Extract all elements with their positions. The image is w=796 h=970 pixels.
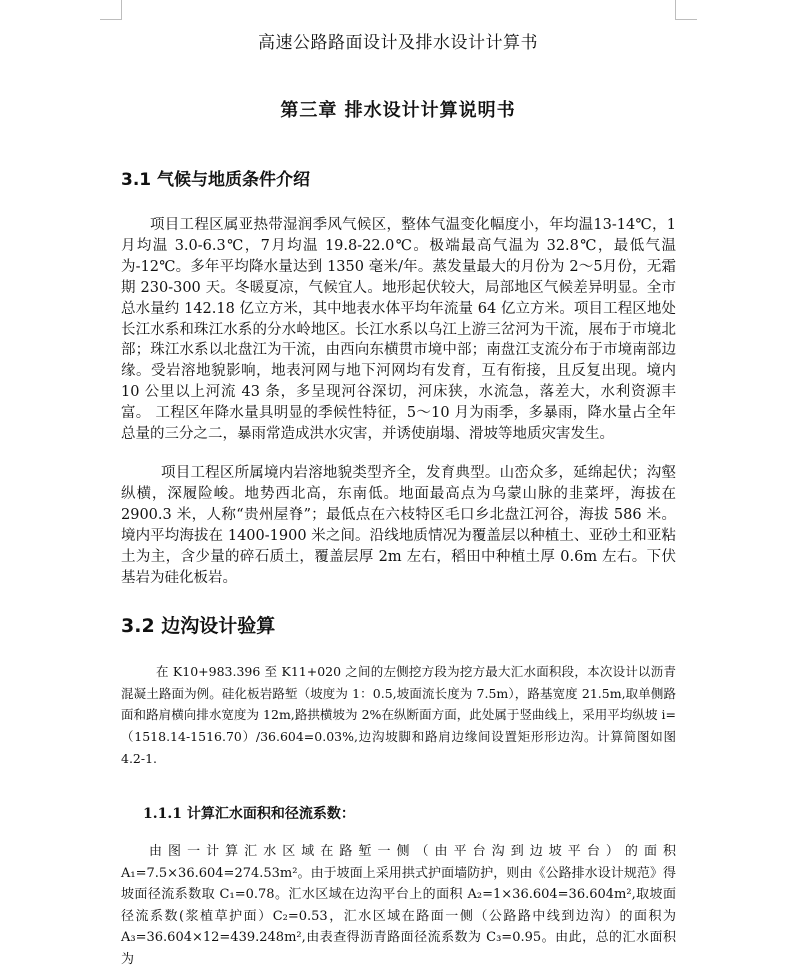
section-3-1-paragraph-1: 项目工程区属亚热带湿润季风气候区，整体气温变化幅度小，年均温13-14℃，1月均温 3.0-6.3℃，7月均温 19.8-22.0℃。极端最高气温为 32.8℃，最低气温为-12℃。多年平均降水量达到 1350 毫米/年。蒸发量最大的月份为 2～5月份，无霜期 230-300 天。冬暖夏凉，气候宜人。地形起伏较大，局部地区气候差异明显。全市总水量约 142.18 亿立方米，其中地表水体平均年流量 64 亿立方米。项目工程区地处长江水系和珠江水系的分水岭地区。长江水系以乌江上游三岔河为干流，展布于市境北部；珠江水系以北盘江为干流，由西向东横贯市境中部；南盘江支流分布于市境南部边缘。受岩溶地貌影响，地表河网与地下河网均有发育，互有衔接，且反复出现。境内 10 公里以上河流 43 条，多呈现河谷深切，河床狭，水流急，落差大，水利资源丰富。 工程区年降水量具明显的季候性特征，5～10 月为雨季，多暴雨，降水量占全年总量的三分之二，暴雨常造成洪水灾害，并诱使崩塌、滑坡等地质灾害发生。 (121, 217, 676, 443)
subsection-1-1-1-paragraph: 由图一计算汇水区域在路堑一侧（由平台沟到边坡平台）的面积 A₁=7.5×36.604=274.53m²。由于坡面上采用拱式护面墙防护，则由《公路排水设计规范》得坡面径流系数取 C₁=0.78。汇水区域在边沟平台上的面积 A₂=1×36.604=36.604m²,取坡面径流系数(浆植草护面）C₂=0.53，汇水区域在路面一侧（公路路中线到边沟）的面积为 A₃=36.604×12=439.248m²,由表查得沥青路面径流系数为 C₃=0.95。由此，总的汇水面积为 (121, 844, 676, 967)
chapter-title: 第三章 排水设计计算说明书 (280, 100, 516, 121)
crop-mark-left-vertical (121, 0, 122, 20)
section-3-2-heading: 3.2 边沟设计验算 (121, 615, 276, 637)
section-3-1-heading: 3.1 气候与地质条件介绍 (121, 170, 311, 190)
subsection-1-1-1-heading: 1.1.1 计算汇水面积和径流系数： (143, 806, 355, 822)
crop-mark-left-horizontal (100, 19, 122, 20)
crop-mark-right-vertical (675, 0, 676, 20)
section-3-1-paragraph-2: 项目工程区所属境内岩溶地貌类型齐全，发育典型。山峦众多，延绵起伏；沟壑纵横，深履险峻。地势西北高，东南低。地面最高点为乌蒙山脉的韭菜坪，海拔在 2900.3 米，人称“贵州屋脊”；最低点在六枝特区毛口乡北盘江河谷，海拔 586 米。境内平均海拔在 1400-1900 米之间。沿线地质情况为覆盖层以种植土、亚砂土和亚粘土为主，含少量的碎石质土，覆盖层厚 2m 左右，稻田中种植土厚 0.6m 左右。下伏基岩为硅化板岩。 (121, 465, 676, 586)
section-3-2-paragraph-1: 在 K10+983.396 至 K11+020 之间的左侧挖方段为挖方最大汇水面积段，本次设计以沥青混凝土路面为例。硅化板岩路堑（坡度为 1：0.5,坡面流长度为 7.5m），路基宽度 21.5m,取单侧路面和路肩横向排水宽度为 12m,路拱横坡为 2%在纵断面方面，此处属于竖曲线上，采用平均纵坡 i=（1518.14-1516.70）/36.604=0.03%,边沟坡脚和路肩边缘间设置矩形形边沟。计算简图如图 4.2-1. (121, 664, 676, 766)
page-header-title: 高速公路路面设计及排水设计计算书 (258, 33, 538, 53)
crop-mark-right-horizontal (675, 19, 697, 20)
